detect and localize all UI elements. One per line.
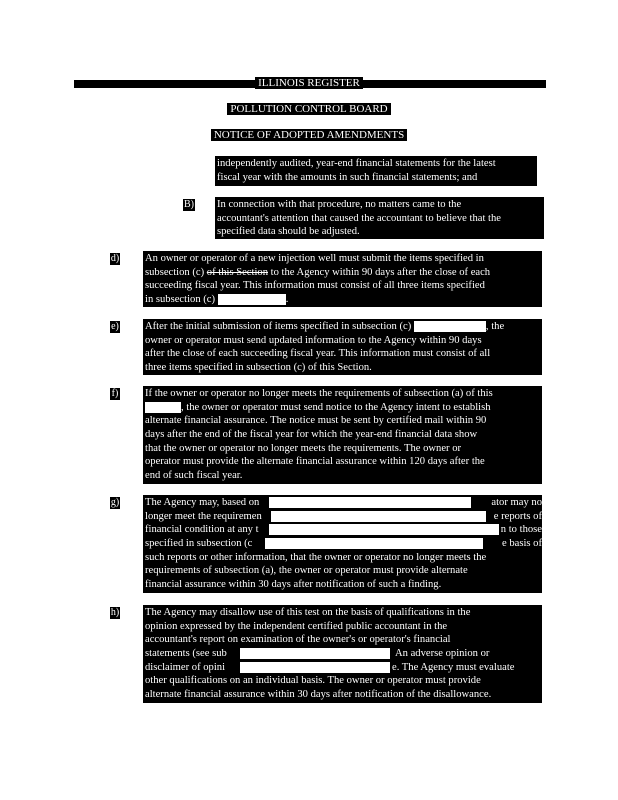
redaction [269, 524, 499, 535]
text-line: After the initial submission of items specified in subsection (c) , the [145, 321, 505, 332]
text-line: such reports or other information, that the owner or operator no longer meets the [145, 551, 487, 563]
label-h: h) [110, 607, 120, 618]
text-line: in subsection (c) . [145, 294, 289, 306]
text-line: three items specified in subsection (c) of this Section. [145, 362, 372, 374]
text-line: subsection (c) of this Section to the Agency within 90 days after the close of each [145, 266, 491, 278]
text-line: alternate financial assurance within 30 days after notification of the disallowance. [145, 689, 492, 701]
text-line: succeeding fiscal year. This information must consist of all three items specified [145, 280, 485, 292]
text-line: If the owner or operator no longer meets the requirements of subsection (a) of this [145, 388, 493, 399]
text-line: independently audited, year-end financial statements for the latest [217, 158, 496, 169]
text-line: statements (see sub An adverse opinion or [145, 648, 490, 660]
text-line: alternate financial assurance. The notice must be sent by certified mail within 90 [145, 415, 487, 427]
text-line: operator must provide the alternate financial assurance within 120 days after the [145, 456, 485, 468]
redaction [218, 294, 286, 305]
redaction [271, 511, 486, 522]
text-line: fiscal year with the amounts in such financial statements; and [217, 171, 478, 183]
text-line: The Agency may, based on ator may no [145, 497, 542, 508]
label-d: d) [110, 253, 120, 264]
d-text [145, 252, 542, 307]
text-line: financial assurance within 30 days after notification of such a finding. [145, 579, 442, 591]
text-line: after the close of each succeeding fiscal year. This information must consist of all [145, 348, 491, 360]
text-line: specified in subsection (c e basis of [145, 538, 542, 550]
board-title: POLLUTION CONTROL BOARD [0, 103, 618, 115]
text-line: The Agency may disallow use of this test on the basis of qualifications in the [145, 607, 471, 618]
text-line: , the owner or operator must send notice to the Agency intent to establish [145, 401, 542, 415]
text-line: In connection with that procedure, no matters came to the [217, 199, 462, 210]
f-text [145, 387, 542, 483]
g-text [145, 496, 542, 592]
text-line: accountant's attention that caused the accountant to believe that the [217, 212, 502, 224]
label-e: e) [111, 321, 119, 332]
continuation-text [217, 157, 537, 184]
text-line: days after the end of the fiscal year for which the year-end financial data show [145, 429, 478, 441]
e-text [145, 320, 542, 375]
text-line: end of such fiscal year. [145, 470, 243, 482]
redaction [240, 648, 390, 659]
text-line: accountant's report on examination of the owner's or operator's financial [145, 634, 451, 646]
text-line: An owner or operator of a new injection well must submit the items specified in [145, 253, 484, 264]
text-line: requirements of subsection (a), the owner or operator must provide alternate [145, 565, 468, 577]
text-line: that the owner or operator no longer meets the requirements. The owner or [145, 442, 462, 454]
subB-text [217, 198, 544, 239]
label-f: f) [111, 388, 119, 399]
h-text [145, 606, 542, 702]
notice-title: NOTICE OF ADOPTED AMENDMENTS [0, 129, 618, 141]
redaction [265, 538, 483, 549]
text-line: longer meet the requiremen e reports of [145, 510, 542, 522]
redaction [269, 497, 471, 508]
text-line: specified data should be adjusted. [217, 226, 360, 238]
redaction [414, 321, 486, 332]
label-g: g) [110, 497, 120, 508]
register-title: ILLINOIS REGISTER [0, 77, 618, 89]
text-line: financial condition at any t n to those [145, 524, 542, 536]
redaction [145, 402, 181, 413]
text-line: owner or operator must send updated information to the Agency within 90 days [145, 334, 482, 346]
text-line: other qualifications on an individual basis. The owner or operator must provide [145, 675, 481, 687]
label-B: B) [184, 199, 194, 210]
text-line: opinion expressed by the independent certified public accountant in the [145, 620, 448, 632]
redaction [240, 662, 390, 673]
text-line: disclaimer of opini e. The Agency must evaluate [145, 661, 515, 673]
